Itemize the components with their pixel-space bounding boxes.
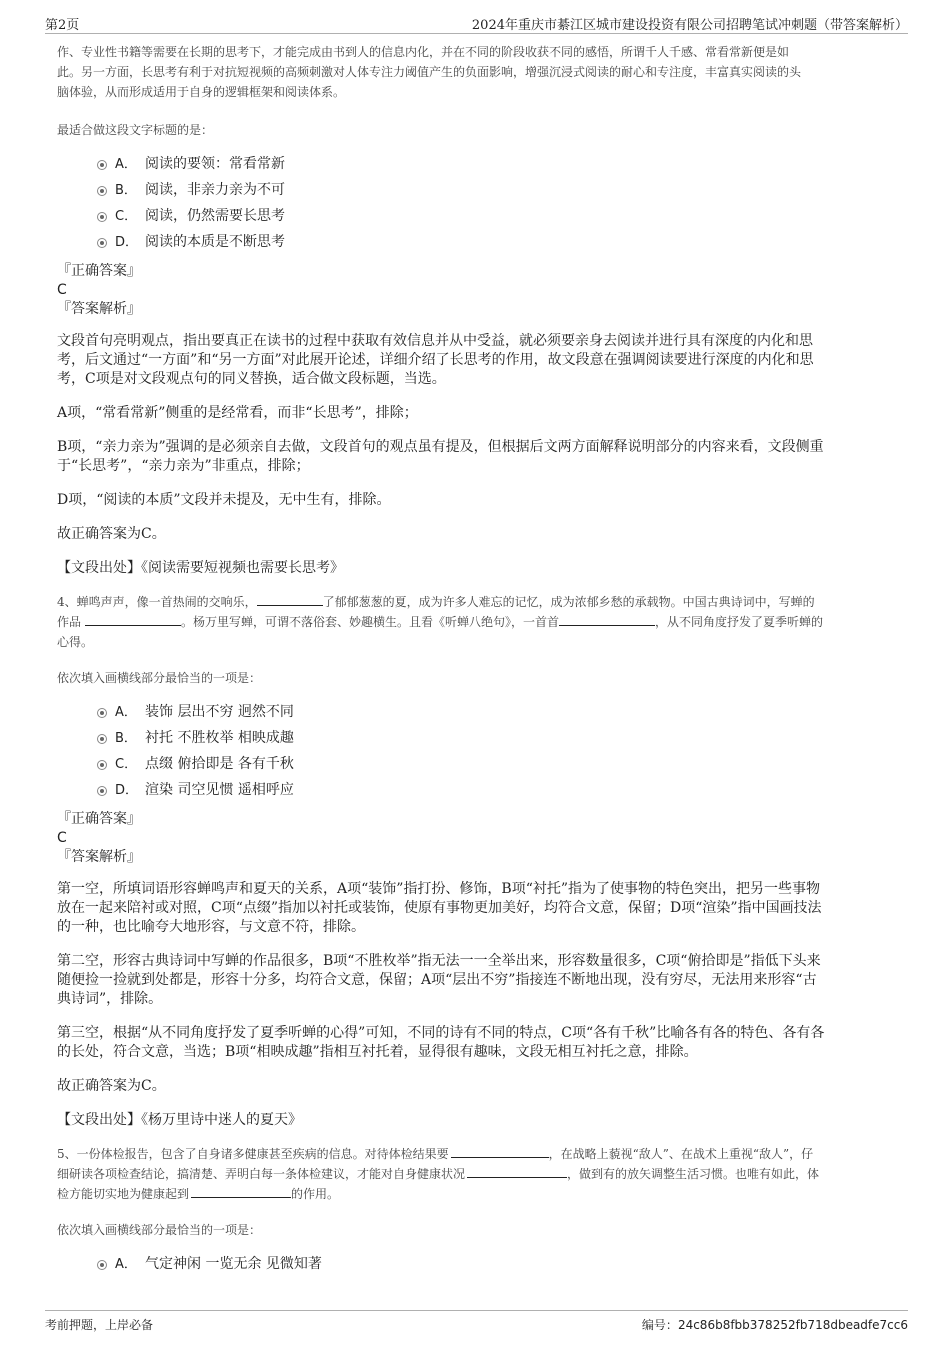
analysis-paragraph: B项，“亲力亲为”强调的是必须亲自去做，文段首句的观点虽有提及，但根据后文两方面解释说明部分的内容来看，文段侧重 于“长思考”，“亲力亲为”非重点，排除；	[57, 439, 824, 474]
radio-icon[interactable]	[97, 786, 107, 796]
question-stem: 5、一份体检报告，包含了自身诸多健康甚至疾病的信息。对待体检结果要 ，在战略上藐视“敌人”、在战术上重视“敌人”，仔 细研读各项检查结论，搞清楚、弄明白每一条体检建议，才能对自身健康状况 ，做到有的放矢调整生活习惯。也唯有如此，体 检方能切实地为健康起到 的作用。	[57, 1147, 820, 1201]
document-content	[57, 42, 899, 1277]
radio-icon[interactable]	[97, 734, 107, 744]
passage-source: 【文段出处】《阅读需要短视频也需要长思考》	[57, 560, 344, 576]
option-d[interactable]: D． 阅读的本质是不断思考	[57, 229, 899, 255]
answer-label: 『正确答案』	[57, 263, 141, 279]
page-header	[45, 12, 908, 34]
option-d[interactable]: D． 渲染 司空见惯 遥相呼应	[57, 777, 899, 803]
question-stem: 4、蝉鸣声声，像一首热闹的交响乐， 了郁郁葱葱的夏，成为许多人难忘的记忆，成为浓郁乡愁的承载物。中国古典诗词中，写蝉的 作品 。杨万里写蝉，可谓不落俗套、妙趣横生。且看《听蝉八绝句》，一首首 ，从不同角度抒发了夏季听蝉的 心得。	[57, 595, 824, 649]
question-4	[57, 592, 899, 1130]
passage-source: 【文段出处】《杨万里诗中迷人的夏天》	[57, 1112, 302, 1128]
fill-blank	[191, 1185, 291, 1198]
option-c[interactable]: C． 点缀 俯拾即是 各有千秋	[57, 751, 899, 777]
page-number: 第2页	[45, 18, 80, 33]
answer-label: 『正确答案』	[57, 811, 141, 827]
analysis-paragraph: D项，“阅读的本质”文段并未提及，无中生有，排除。	[57, 492, 391, 508]
fill-blank	[559, 613, 655, 626]
option-list	[57, 1251, 899, 1277]
question-5	[57, 1144, 899, 1277]
passage-line: 脑体验，从而形成适用于自身的逻辑框架和阅读体系。	[57, 85, 346, 99]
analysis-label: 『答案解析』	[57, 849, 141, 865]
question-prompt: 依次填入画横线部分最恰当的一项是：	[57, 1223, 262, 1237]
option-b[interactable]: B． 阅读，非亲力亲为不可	[57, 177, 899, 203]
radio-icon[interactable]	[97, 1260, 107, 1270]
document-title: 2024年重庆市綦江区城市建设投资有限公司招聘笔试冲刺题（带答案解析）	[471, 18, 908, 33]
correct-answer: C	[57, 830, 67, 846]
fill-blank	[451, 1145, 549, 1158]
analysis-paragraph: 故正确答案为C。	[57, 526, 166, 542]
radio-icon[interactable]	[97, 186, 107, 196]
radio-icon[interactable]	[97, 160, 107, 170]
option-a[interactable]: A． 装饰 层出不穷 迥然不同	[57, 699, 899, 725]
footer-slogan: 考前押题，上岸必备	[45, 1318, 154, 1332]
option-list	[57, 151, 899, 255]
fill-blank	[85, 613, 181, 626]
radio-icon[interactable]	[97, 760, 107, 770]
correct-answer: C	[57, 282, 67, 298]
question-3	[57, 42, 899, 578]
question-prompt: 最适合做这段文字标题的是：	[57, 123, 214, 137]
document-serial: 编号：24c86b8fbb378252fb718dbeadfe7cc6	[641, 1318, 908, 1332]
radio-icon[interactable]	[97, 212, 107, 222]
option-a[interactable]: A． 阅读的要领：常看常新	[57, 151, 899, 177]
analysis-paragraph: 第一空，所填词语形容蝉鸣声和夏天的关系，A项“装饰”指打扮、修饰，B项“衬托”指为了使事物的特色突出，把另一些事物 放在一起来陪衬或对照，C项“点缀”指加以衬托或装饰，使原有事物更加美好，均符合文意，保留；D项“渲染”指中国画技法 的一种，也比喻夸大地形容，与文意不符，排除。	[57, 881, 822, 935]
fill-blank	[467, 1165, 567, 1178]
passage-line: 作、专业性书籍等需要在长期的思考下，才能完成由书到人的信息内化，并在不同的阶段收获不同的感悟，所谓千人千感、常看常新便是如	[57, 45, 790, 59]
analysis-paragraph: A项，“常看常新”侧重的是经常看，而非“长思考”，排除；	[57, 405, 418, 421]
analysis-label: 『答案解析』	[57, 301, 141, 317]
option-a[interactable]: A． 气定神闲 一览无余 见微知著	[57, 1251, 899, 1277]
page-footer	[45, 1310, 908, 1336]
passage-line: 此。另一方面，长思考有利于对抗短视频的高频刺激对人体专注力阈值产生的负面影响，增强沉浸式阅读的耐心和专注度，丰富真实阅读的头	[57, 65, 802, 79]
option-list	[57, 699, 899, 803]
option-c[interactable]: C． 阅读，仍然需要长思考	[57, 203, 899, 229]
radio-icon[interactable]	[97, 708, 107, 718]
analysis-paragraph: 故正确答案为C。	[57, 1078, 166, 1094]
question-prompt: 依次填入画横线部分最恰当的一项是：	[57, 671, 262, 685]
analysis-paragraph: 第二空，形容古典诗词中写蝉的作品很多，B项“不胜枚举”指无法一一全举出来，形容数量很多，C项“俯拾即是”指低下头来 随便捡一捡就到处都是，形容十分多，均符合文意，保留；A项“层出不穷”指接连不断地出现，没有穷尽，无法用来形容“古 典诗词”，排除。	[57, 953, 821, 1007]
option-b[interactable]: B． 衬托 不胜枚举 相映成趣	[57, 725, 899, 751]
analysis-paragraph: 文段首句亮明观点，指出要真正在读书的过程中获取有效信息并从中受益，就必须要亲身去阅读并进行具有深度的内化和思 考，后文通过“一方面”和“另一方面”对此展开论述，详细介绍了长思考的作用，故文段意在强调阅读要进行深度的内化和思 考，C项是对文段观点句的同义替换，适合做文段标题，当选。	[57, 333, 814, 387]
analysis-paragraph: 第三空，根据“从不同角度抒发了夏季听蝉的心得”可知，不同的诗有不同的特点，C项“各有千秋”比喻各有各的特色、各有各 的长处，符合文意，当选；B项“相映成趣”指相互衬托着，显得很有趣味，文段无相互衬托之意，排除。	[57, 1025, 825, 1060]
fill-blank	[257, 593, 323, 606]
radio-icon[interactable]	[97, 238, 107, 248]
